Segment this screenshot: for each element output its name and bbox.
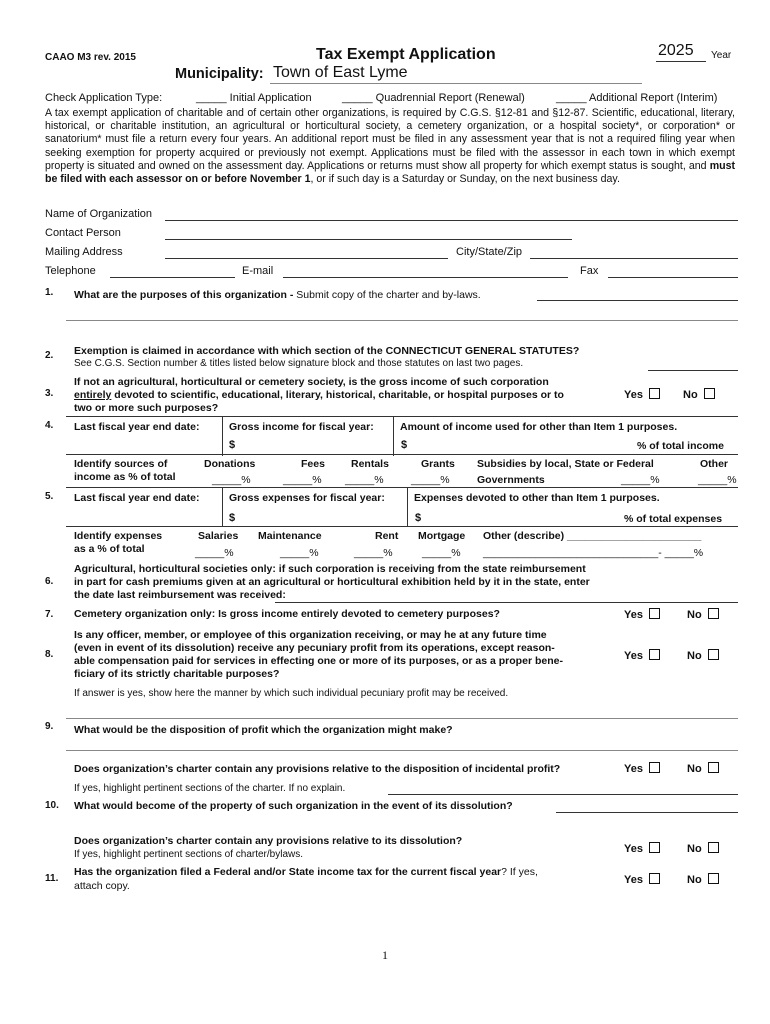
q9b-text: Does organization’s charter contain any provisions relative to the disposition of incidental profit?	[74, 763, 561, 775]
q9-text: What would be the disposition of profit which the organization might make?	[74, 724, 453, 736]
pct-donations[interactable]: _____%	[212, 474, 251, 486]
expense-other[interactable]: Other (describe) _______________________	[483, 530, 702, 542]
q5-devoted-dollar[interactable]: $	[415, 512, 422, 524]
q7-text: Cemetery organization only: Is gross income entirely devoted to cemetery purposes?	[74, 608, 500, 620]
q8-line2: (even in event of its dissolution) receive any pecuniary profit from its operations, except reason-	[74, 642, 555, 654]
item-number: 5.	[45, 491, 54, 502]
q11-line2: attach copy.	[74, 880, 130, 892]
sources-label-2: income as % of total	[74, 471, 176, 483]
q9-no[interactable]: No	[687, 762, 719, 775]
source-grants: Grants	[421, 458, 455, 470]
mailing-field[interactable]	[165, 258, 448, 259]
q7-yes[interactable]: Yes	[624, 608, 660, 621]
pct-salaries[interactable]: _____%	[195, 547, 234, 559]
q9-yes[interactable]: Yes	[624, 762, 660, 775]
q10-yes[interactable]: Yes	[624, 842, 660, 855]
q8-line4: ficiary of its strictly charitable purposes?	[74, 668, 280, 680]
contact-label: Contact Person	[45, 227, 121, 239]
q5-gross-expenses: Gross expenses for fiscal year:	[229, 492, 385, 504]
fax-label: Fax	[580, 265, 599, 277]
source-fees: Fees	[301, 458, 325, 470]
sources-label: Identify sources of	[74, 458, 168, 470]
q8-no[interactable]: No	[687, 649, 719, 662]
q2-field[interactable]	[648, 370, 738, 371]
q4-amount-dollar[interactable]: $	[401, 439, 408, 451]
intro-paragraph: A tax exempt application of charitable and of certain other organizations, is required by C.G.S. §12-81 and §12-87. Scientific, educational, literary, historical, or charitable institution, an agricultural or horticultural society, a cemetery organization, or a hospital society*, or corporation* or sanatorium* must file a return every four years. An additional report must be filed in any assessment year that is not a required filing year when seeking exemption for property acquired or previously not exempt. Applications must be filed with the assessor in each town in which exempt property is situated and owned on the assessment day. Applications or returns must show all property for which exempt status is sought, and must be filed with each assessor on or before November 1, or if such day is a Saturday or Sunday, on the next business day.	[45, 107, 735, 186]
item-number: 1.	[45, 287, 54, 298]
q4-pct-total: % of total income	[637, 440, 724, 452]
mailing-label: Mailing Address	[45, 246, 123, 258]
source-subsidies: Subsidies by local, State or Federal	[477, 458, 654, 470]
q7-no[interactable]: No	[687, 608, 719, 621]
q4-gross-income: Gross income for fiscal year:	[229, 421, 374, 433]
q6-field[interactable]	[275, 602, 738, 603]
page-title: Tax Exempt Application	[316, 46, 496, 63]
q5-devoted-other: Expenses devoted to other than Item 1 purposes.	[414, 492, 660, 504]
year-value[interactable]: 2025	[658, 42, 694, 59]
checkbox-icon[interactable]	[649, 762, 660, 773]
q1-text: What are the purposes of this organization - Submit copy of the charter and by-laws.	[74, 289, 481, 301]
city-label: City/State/Zip	[456, 246, 523, 258]
q11-no[interactable]: No	[687, 873, 719, 886]
option-quadrennial[interactable]: _____ Quadrennial Report (Renewal)	[342, 92, 525, 104]
q6-line2: in part for cash premiums given at an agricultural or horticultural exhibition held by it in the state, enter	[74, 576, 590, 588]
item-number: 9.	[45, 721, 54, 732]
source-donations: Donations	[204, 458, 256, 470]
q9-field[interactable]	[66, 750, 738, 751]
q10-field[interactable]	[556, 812, 738, 813]
q3-line1: If not an agricultural, horticultural or cemetery society, is the gross income of such corporation	[74, 376, 549, 388]
checkbox-icon[interactable]	[649, 873, 660, 884]
pct-mortgage[interactable]: _____%	[422, 547, 461, 559]
checkbox-icon[interactable]	[708, 842, 719, 853]
checkbox-icon[interactable]	[649, 608, 660, 619]
option-initial[interactable]: _____ Initial Application	[196, 92, 312, 104]
city-field[interactable]	[530, 258, 738, 259]
q11-text: Has the organization filed a Federal and/or State income tax for the current fiscal year? If yes,	[74, 866, 538, 878]
q8-field[interactable]	[66, 718, 738, 719]
other-describe-fill[interactable]: ______________________________- _____%	[483, 547, 704, 559]
q11-yes[interactable]: Yes	[624, 873, 660, 886]
form-code: CAAO M3 rev. 2015	[45, 52, 136, 63]
checkbox-icon[interactable]	[708, 608, 719, 619]
telephone-field[interactable]	[110, 277, 235, 278]
checkbox-icon[interactable]	[704, 388, 715, 399]
q5-fiscal-year: Last fiscal year end date:	[74, 492, 200, 504]
page-number: 1	[382, 948, 388, 962]
item-number: 6.	[45, 576, 54, 587]
q8-subtext: If answer is yes, show here the manner by which such individual pecuniary profit may be received.	[74, 688, 509, 699]
q3-no[interactable]: No	[683, 388, 715, 401]
q8-line1: Is any officer, member, or employee of this organization receiving, or may he at any future time	[74, 629, 547, 641]
q10b-text: Does organization’s charter contain any provisions relative to its dissolution?	[74, 835, 463, 847]
expense-maintenance: Maintenance	[258, 530, 322, 542]
expense-mortgage: Mortgage	[418, 530, 466, 542]
source-other: Other	[700, 458, 729, 470]
checkbox-icon[interactable]	[708, 762, 719, 773]
expenses-label-2: as a % of total	[74, 543, 145, 555]
q6-line1: Agricultural, horticultural societies only: if such corporation is receiving from the state reimbursement	[74, 563, 586, 575]
q10-text: What would become of the property of such organization in the event of its dissolution?	[74, 800, 513, 812]
check-type-label: Check Application Type:	[45, 92, 163, 104]
expenses-label: Identify expenses	[74, 530, 163, 542]
telephone-label: Telephone	[45, 265, 96, 277]
year-label: Year	[711, 50, 732, 61]
email-label: E-mail	[242, 265, 274, 277]
checkbox-icon[interactable]	[649, 388, 660, 399]
checkbox-icon[interactable]	[708, 649, 719, 660]
item-number: 7.	[45, 609, 54, 620]
checkbox-icon[interactable]	[649, 649, 660, 660]
expense-salaries: Salaries	[198, 530, 239, 542]
pct-maintenance[interactable]: _____%	[280, 547, 319, 559]
option-additional[interactable]: _____ Additional Report (Interim)	[556, 92, 718, 104]
q2-text: Exemption is claimed in accordance with which section of the CONNECTICUT GENERAL STATUTES?	[74, 345, 580, 357]
q9b-field[interactable]	[388, 794, 738, 795]
pct-rent[interactable]: _____%	[354, 547, 393, 559]
item-number: 8.	[45, 649, 54, 660]
q9b-subtext: If yes, highlight pertinent sections of the charter. If no explain.	[74, 783, 346, 794]
item-number: 3.	[45, 388, 54, 399]
item-number: 11.	[45, 873, 59, 884]
q4-amount-other: Amount of income used for other than Item 1 purposes.	[400, 421, 678, 433]
expense-rent: Rent	[375, 530, 399, 542]
municipality-value[interactable]: Town of East Lyme	[273, 64, 408, 81]
q5-gross-dollar[interactable]: $	[229, 512, 236, 524]
pct-subsidies[interactable]: _____%	[621, 474, 660, 486]
q10-no[interactable]: No	[687, 842, 719, 855]
pct-rentals[interactable]: _____%	[345, 474, 384, 486]
q5-pct-total: % of total expenses	[624, 513, 723, 525]
q1-field[interactable]	[537, 300, 738, 301]
item-number: 2.	[45, 350, 54, 361]
checkbox-icon[interactable]	[649, 842, 660, 853]
q3-line2: entirely devoted to scientific, educational, literary, historical, charitable, or hospital purposes or to	[74, 389, 564, 401]
pct-other[interactable]: _____%	[698, 474, 737, 486]
checkbox-icon[interactable]	[708, 873, 719, 884]
org-name-field[interactable]	[165, 220, 738, 221]
source-governments: Governments	[477, 474, 545, 486]
q10b-subtext: If yes, highlight pertinent sections of charter/bylaws.	[74, 849, 304, 860]
q6-line3: the date last reimbursement was received:	[74, 589, 286, 601]
email-field[interactable]	[283, 277, 568, 278]
q8-yes[interactable]: Yes	[624, 649, 660, 662]
pct-grants[interactable]: _____%	[411, 474, 450, 486]
q3-line3: two or more such purposes?	[74, 402, 219, 414]
q3-yes[interactable]: Yes	[624, 388, 660, 401]
q4-gross-dollar[interactable]: $	[229, 439, 236, 451]
q1-field-2[interactable]	[66, 320, 738, 321]
item-number: 10.	[45, 800, 59, 811]
org-name-label: Name of Organization	[45, 208, 152, 220]
fax-field[interactable]	[608, 277, 738, 278]
q2-subtext: See C.G.S. Section number & titles listed below signature block and those statutes on last two pages.	[74, 358, 524, 369]
source-rentals: Rentals	[351, 458, 389, 470]
q4-fiscal-year: Last fiscal year end date:	[74, 421, 200, 433]
contact-field[interactable]	[165, 239, 572, 240]
pct-fees[interactable]: _____%	[283, 474, 322, 486]
municipality-label: Municipality:	[175, 66, 264, 82]
item-number: 4.	[45, 420, 54, 431]
q8-line3: able compensation paid for services in effecting one or more of its purposes, or as a proper bene-	[74, 655, 563, 667]
